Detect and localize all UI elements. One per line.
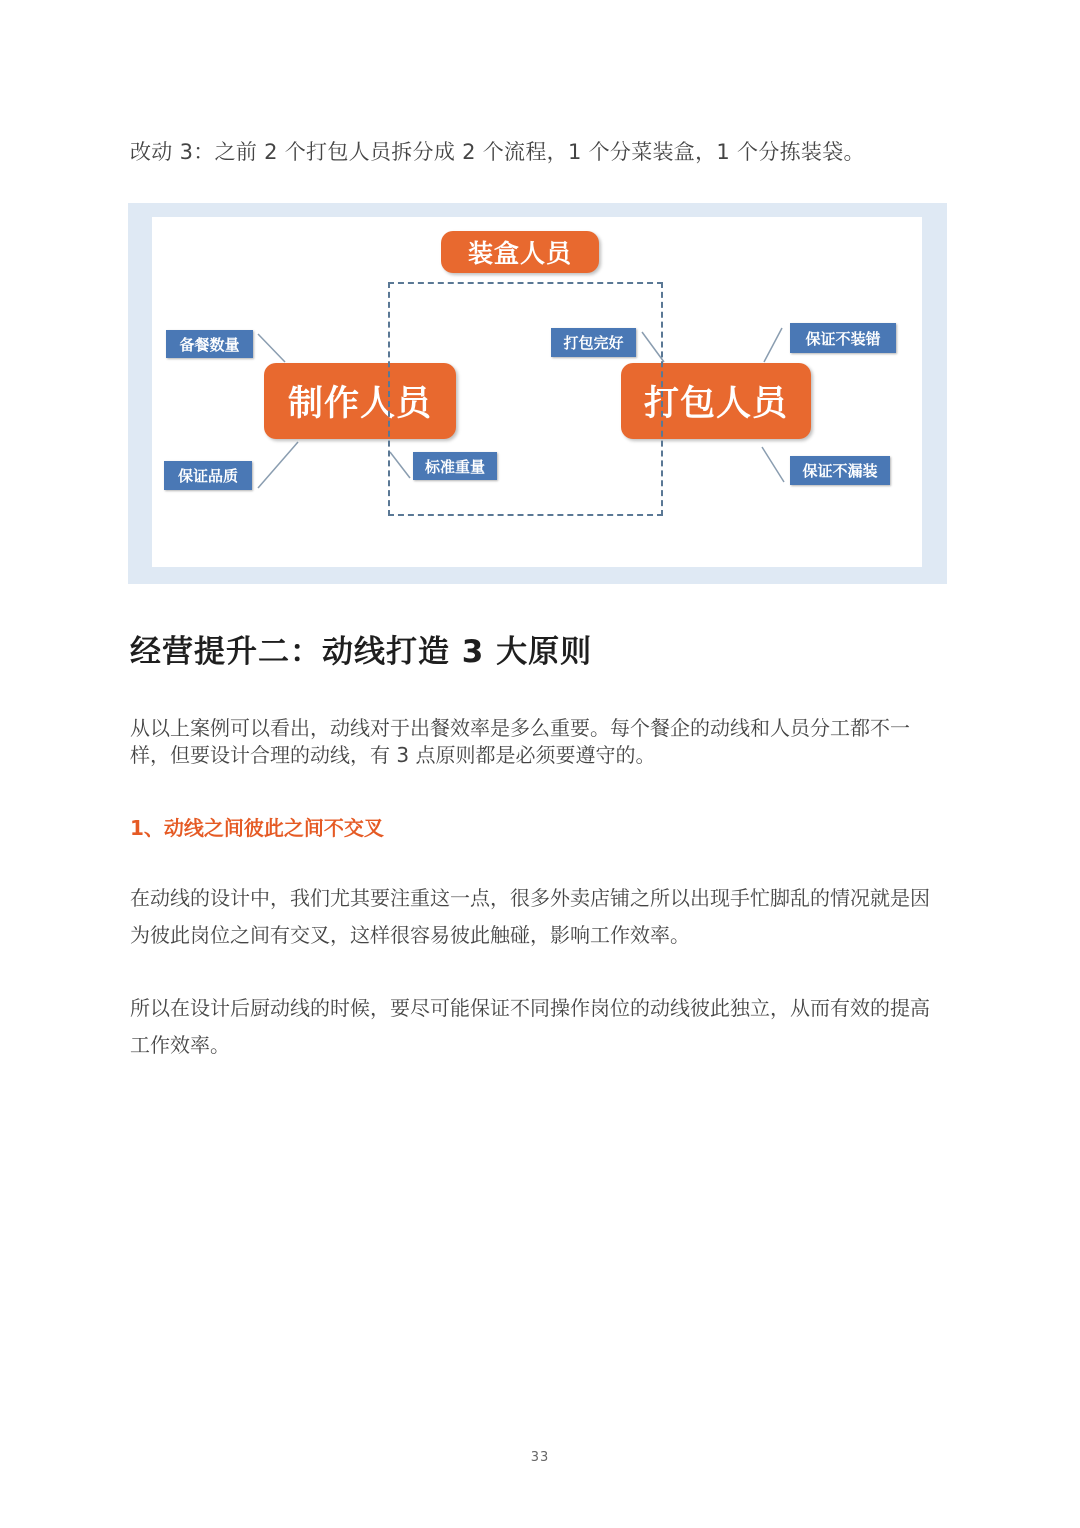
page-number: 33 — [530, 1450, 550, 1465]
connector-line — [764, 328, 782, 362]
connector-line — [762, 447, 784, 482]
node-packing-staff: 打包人员 — [621, 363, 811, 439]
tag-standard-weight: 标准重量 — [413, 452, 497, 480]
subheading-principle-1: 1、动线之间彼此之间不交叉 — [130, 816, 384, 840]
intro-line: 改动 3：之前 2 个打包人员拆分成 2 个流程，1 个分菜装盒，1 个分拣装袋。 — [130, 140, 865, 164]
connector-line — [258, 334, 285, 362]
tag-no-wrong-items: 保证不装错 — [790, 323, 896, 353]
tag-no-missing-items: 保证不漏装 — [790, 456, 890, 485]
connector-line — [258, 442, 298, 488]
node-packing-box-staff: 装盒人员 — [441, 231, 599, 273]
section-title: 经营提升二：动线打造 3 大原则 — [130, 634, 593, 670]
tag-packing-intact: 打包完好 — [551, 328, 636, 357]
node-production-staff: 制作人员 — [264, 363, 456, 439]
paragraph-principle-1-cont: 所以在设计后厨动线的时候，要尽可能保证不同操作岗位的动线彼此独立，从而有效的提高工作效率。 — [130, 996, 930, 1057]
paragraph-principle-1: 在动线的设计中，我们尤其要注重这一点，很多外卖店铺之所以出现手忙脚乱的情况就是因为彼此岗位之间有交叉，这样很容易彼此触碰，影响工作效率。 — [130, 886, 930, 947]
paragraph-intro: 从以上案例可以看出，动线对于出餐效率是多么重要。每个餐企的动线和人员分工都不一样，但要设计合理的动线，有 3 点原则都是必须要遵守的。 — [130, 716, 910, 767]
tag-meal-quantity: 备餐数量 — [166, 330, 253, 358]
dashed-grouping-box — [388, 282, 663, 516]
tag-quality: 保证品质 — [164, 461, 252, 490]
